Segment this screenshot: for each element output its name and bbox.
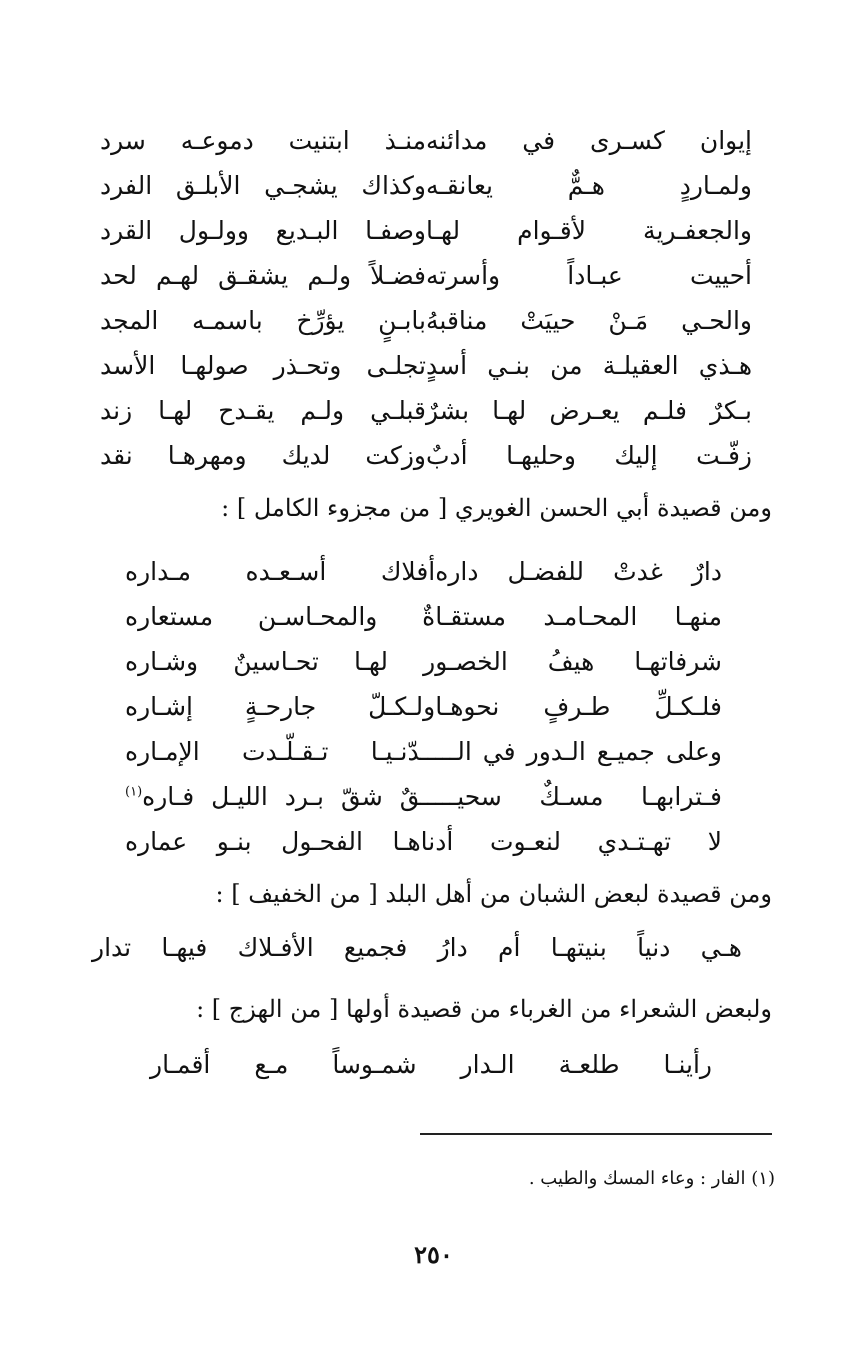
verse-line — [100, 387, 752, 433]
verse-line — [125, 773, 722, 819]
verse-first-hemistich: والجعفـرية لأقـوام لهـا — [426, 215, 752, 245]
verse-second-hemistich: قبلـي ولـم يقـدح لهـا زند — [100, 395, 426, 425]
section-intro: ومن قصيدة لبعض الشبان من أهل البلد [ من الخفيف ] : — [215, 880, 772, 908]
page-number: ٢٥٠ — [414, 1240, 453, 1269]
verse-line — [100, 207, 752, 253]
verse-line — [125, 818, 722, 864]
verse-second-hemistich: ر لهـا تحـاسينٌ وشـاره — [125, 646, 436, 676]
verse-single-line: هـي دنياً بنيتهـا أم دارُ فجميع الأفـلاك فيهـا تدار — [92, 933, 742, 962]
section-intro: ولبعض الشعراء من الغرباء من قصيدة أولها [ من الهزج ] : — [196, 995, 772, 1023]
verse-second-hemistich: أفلاك أسـعـده مـداره — [125, 556, 436, 586]
footnote: (١) الفار : وعاء المسك والطيب . — [528, 1168, 775, 1189]
section-intro: ومن قصيدة أبي الحسن الغويري [ من مجزوء الكامل ] : — [221, 494, 772, 522]
verse-line — [125, 638, 722, 684]
verse-line — [125, 683, 722, 729]
verse-first-hemistich: شرفاتهـا هيفُ الخصـو — [435, 646, 722, 676]
verse-second-hemistich: منـذ ابتنيت دموعـه سرد — [100, 125, 426, 155]
verse-second-hemistich: وصفـا البـديع وولـول القرد — [100, 215, 426, 245]
verse-second-hemistich: ةٌ والمحـاسـن مستعاره — [125, 601, 436, 631]
verse-first-hemistich: بـكرٌ فلـم يعـرض لهـا بشرٌ — [426, 395, 752, 425]
verse-first-hemistich: هـذي العقيلـة من بنـي أسدٍ — [426, 350, 752, 380]
verse-second-hemistich — [125, 782, 435, 811]
verse-line — [100, 252, 752, 298]
verse-first-hemistich: منهـا المحـامـد مستقـا — [435, 601, 722, 631]
verse-second-hemistich: وكذاك يشجـي الأبلـق الفرد — [100, 170, 426, 200]
verse-first-hemistich: فـترابهـا مسـكٌ سحيـــ — [435, 781, 722, 811]
verse-first-hemistich: وعلى جميـع الـدور في الـــ — [435, 736, 722, 766]
footnote-divider — [420, 1133, 772, 1135]
verse-second-hemistich: بابـنٍ يؤرِّخ باسمـه المجد — [100, 305, 426, 335]
verse-second-hemistich: تجلـى وتحـذر صولهـا الأسد — [100, 350, 426, 380]
verse-first-hemistich: فلـكـلِّ طـرفٍ نحوهـا — [435, 691, 722, 721]
verse-line — [100, 432, 752, 478]
verse-line — [125, 593, 722, 639]
footnote-marker: (١) — [125, 784, 143, 800]
verse-second-hemistich: ناهـا الفحـول بنـو عماره — [125, 826, 436, 856]
verse-text: ــقٌ شقّ بـرد الليـل فـاره — [142, 781, 436, 811]
verse-first-hemistich: لا تهـتـدي لنعـوت أد — [435, 826, 722, 856]
verse-line — [100, 297, 752, 343]
verse-first-hemistich: ولمـاردٍ هـمٌّ يعانقـه — [426, 170, 752, 200]
verse-line — [125, 548, 722, 594]
verse-second-hemistich: وزكت لديك ومهرهـا نقد — [100, 440, 426, 470]
verse-first-hemistich: أحييت عبـاداً وأسرته — [426, 260, 752, 290]
verse-first-hemistich: زفّـت إليك وحليهـا أدبٌ — [426, 440, 752, 470]
verse-line — [100, 117, 752, 163]
verse-line — [100, 162, 752, 208]
verse-second-hemistich: فضـلاً ولـم يشقـق لهـم لحد — [100, 260, 426, 290]
verse-first-hemistich: دارٌ غدتْ للفضـل داره — [435, 556, 722, 586]
verse-first-hemistich: إيوان كسـرى في مدائنه — [426, 125, 752, 155]
verse-line — [125, 728, 722, 774]
verse-second-hemistich: ولـكـلّ جارحـةٍ إشـاره — [125, 691, 436, 721]
verse-single-line: رأينـا طلعـة الـدار شمـوساً مـع أقمـار — [150, 1050, 712, 1079]
verse-line — [100, 342, 752, 388]
verse-first-hemistich: والحـي مَـنْ حييَتْ مناقبهُ — [426, 305, 752, 335]
verse-second-hemistich: ــدّنـيـا تـقـلّـدت الإمـاره — [125, 736, 436, 766]
